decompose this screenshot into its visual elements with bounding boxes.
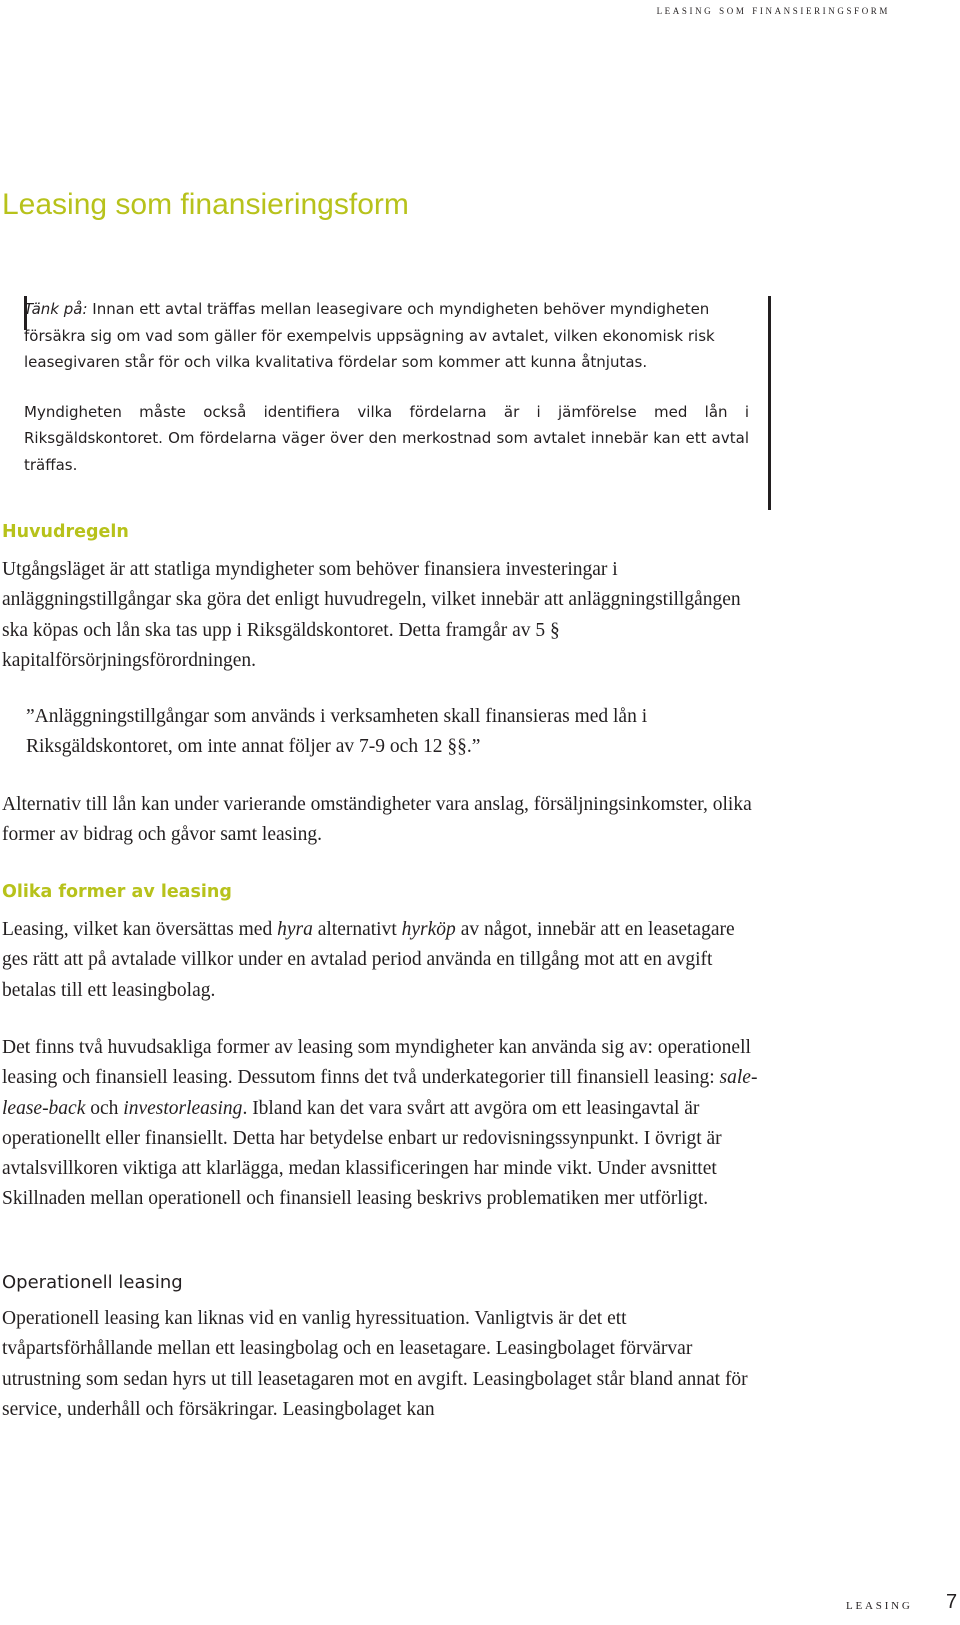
note-box-right-bar xyxy=(768,296,771,510)
paragraph-huvudregeln-2: Alternativ till lån kan under varierande omständigheter vara anslag, försäljningsinkomster, olika former av bidrag och gåvor samt leasing. xyxy=(2,794,752,846)
page-number: 7 xyxy=(946,1591,958,1613)
text-segment: av något, innebär att en leasetagare ges rätt att på avtalade villkor under en avtalad period använda en tillgång mot att en avgift betalas till ett leasingbolag. xyxy=(2,919,735,1001)
text-segment: Leasing, vilket kan översättas med xyxy=(2,919,278,940)
paragraph-former-2 xyxy=(2,1033,762,1215)
footer-section-label: leasing xyxy=(846,1597,913,1613)
heading-huvudregeln: Huvudregeln xyxy=(2,522,129,542)
quote-huvudregeln: ”Anläggningstillgångar som används i verksamheten skall finansieras med lån i Riksgäldskontoret, om inte annat följer av 7-9 och 12 §§.” xyxy=(26,706,648,758)
page-title: Leasing som finansieringsform xyxy=(2,188,409,221)
italic-term-sale-lease-back: sale-lease-back xyxy=(2,1067,758,1119)
italic-term-hyrkop: hyrköp xyxy=(401,919,456,940)
note-paragraph-2: Myndigheten måste också identifiera vilka fördelarna är i jämförelse med lån i Riksgäldskontoret. Om fördelarna väger över den merkostnad som avtalet innebär kan ett avtal träffas. xyxy=(24,402,749,474)
running-header: leasing som finansieringsform xyxy=(656,2,890,17)
italic-term-hyra: hyra xyxy=(277,919,313,940)
text-segment: och xyxy=(85,1097,124,1119)
text-segment: alternativt xyxy=(312,919,402,940)
note-paragraph-1 xyxy=(24,296,749,376)
note-label: Tänk på: xyxy=(24,300,88,318)
text-segment: . Ibland kan det vara svårt att avgöra om ett leasingavtal är operationellt eller finansiellt. Detta har betydelse enbart ur redovisningssynpunkt. I övrigt är avtalsvillkoren viktiga att klarlägga, medan klassificeringen har minde vikt. Under avsnittet Skillnaden mellan operationell och finansiell leasing beskrivs problematiken mer utförligt. xyxy=(2,1097,722,1210)
note-box xyxy=(24,296,749,478)
italic-term-investorleasing: investorleasing xyxy=(123,1097,243,1119)
paragraph-huvudregeln-1: Utgångsläget är att statliga myndigheter som behöver finansiera investeringar i anläggningstillgångar ska göra det enligt huvudregeln, vilket innebär att anläggningstillgången ska köpas och lån ska tas upp i Riksgäldskontoret. Detta framgår av 5 § kapitalförsörjningsförordningen. xyxy=(2,559,741,671)
heading-olika-former: Olika former av leasing xyxy=(2,882,232,902)
paragraph-operationell-1: Operationell leasing kan liknas vid en vanlig hyressituation. Vanligtvis är det ett tvåpartsförhållande mellan ett leasingbolag och en leasetagare. Leasingbolaget förvärvar utrustning som sedan hyrs ut till leasetagaren mot en avgift. Leasingbolaget står bland annat för service, underhåll och försäkringar. Leasingbolaget kan xyxy=(2,1308,748,1420)
heading-operationell-leasing: Operationell leasing xyxy=(2,1272,183,1293)
text-segment: Det finns två huvudsakliga former av leasing som myndigheter kan använda sig av: operationell leasing och finansiell leasing. Dessutom finns det två underkategorier till finansiell leasing: xyxy=(2,1037,751,1089)
note-text-1: Innan ett avtal träffas mellan leasegivare och myndigheten behöver myndigheten försäkra sig om vad som gäller för exempelvis uppsägning av avtalet, vilken ekonomisk risk leasegivaren står för och vilka kvalitativa fördelar som kommer att kunna åtnjutas. xyxy=(24,300,715,371)
paragraph-former-1 xyxy=(2,915,737,1006)
